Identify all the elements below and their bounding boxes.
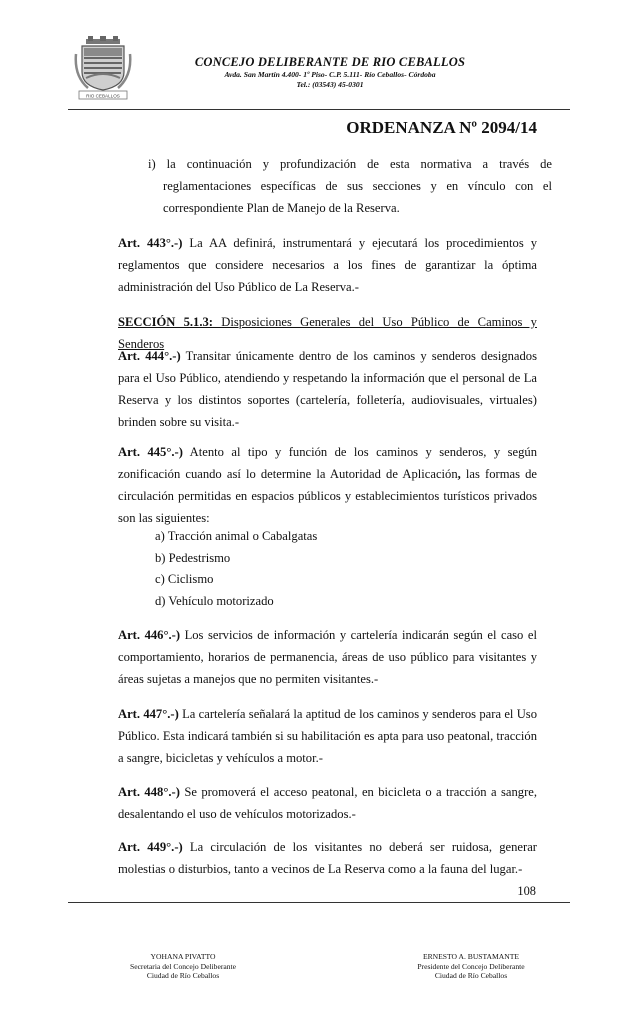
article-446-label: Art. 446°.-) [118,628,181,642]
page-number: 108 [517,884,536,898]
article-443 [118,232,537,298]
president-role: Presidente del Concejo Deliberante [417,961,525,971]
circulation-forms-list [155,526,317,612]
council-name: CONCEJO DELIBERANTE DE RIO CEBALLOS [194,55,466,69]
article-446 [118,624,537,690]
president-place: Ciudad de Río Ceballos [434,971,508,981]
item-i-paragraph: i) la continuación y profundización de esta normativa a través de reglamentaciones específicas de sus secciones y en vínculo con el correspondiente Plan de Manejo de la Reserva. [148,157,552,215]
article-448 [118,781,537,825]
list-item: a) Tracción animal o Cabalgatas [155,529,318,543]
article-447 [118,703,537,769]
section-label: SECCIÓN 5.1.3: [118,315,213,329]
article-448-text: Se promoverá el acceso peatonal, en bicicleta o a tracción a sangre, desalentando el uso de vehículos motorizados.- [118,785,537,821]
article-445-text-b: las formas de circulación permitidas en espacios públicos y establecimientos turísticos privados son las siguientes: [118,467,537,525]
secretary-place: Ciudad de Río Ceballos [146,971,220,981]
signature-secretary [108,952,258,981]
article-447-text: La cartelería señalará la aptitud de los caminos y senderos para el Uso Público. Esta indicará también si su habilitación es apta para uso peatonal, tracción a sangre, bicicletas y vehículos a motor.- [118,707,538,765]
article-448-label: Art. 448°.-) [118,785,180,799]
article-449 [118,836,537,880]
ordinance-number: ORDENANZA Nº 2094/14 [346,118,537,137]
article-443-label: Art. 443°.-) [118,236,183,250]
signature-president [396,952,546,981]
seal-caption: RIO CEBALLOS [86,93,120,99]
article-446-text: Los servicios de información y cartelería indicarán según el caso el comportamiento, horarios de permanencia, áreas de uso público para visitantes y áreas sujetas a manejos que no permiten visitantes.- [118,628,537,686]
list-item: c) Ciclismo [155,572,214,587]
article-443-text: La AA definirá, instrumentará y ejecutará los procedimientos y reglamentos que considere necesarios a los fines de garantizar la óptima administración del Uso Público de La Reserva.- [118,236,538,294]
article-445-label: Art. 445°.-) [118,445,183,459]
section-title: Disposiciones Generales del Uso Público de Caminos y Senderos [118,315,537,351]
article-444-label: Art. 444°.-) [118,349,181,363]
article-447-label: Art. 447°.-) [118,707,179,721]
article-449-label: Art. 449°.-) [118,840,183,854]
council-address: Avda. San Martín 4.400- 1º Piso- C.P. 5.111- Río Ceballos- Córdoba [224,70,436,79]
municipal-seal-icon [74,36,132,100]
article-445-comma: , [457,467,461,481]
article-444 [118,345,537,433]
list-item: d) Vehículo motorizado [155,593,274,608]
council-phone: Tel.: (03543) 45-0301 [296,80,364,89]
article-445 [118,441,537,529]
footer-divider [68,902,570,903]
president-name: ERNESTO A. BUSTAMANTE [422,952,520,961]
article-445-text-a: Atento al tipo y función de los caminos y senderos, y según zonificación cuando así lo determine la Autoridad de Aplicación [118,445,537,481]
secretary-role: Secretaria del Concejo Deliberante [129,961,237,971]
article-449-text: La circulación de los visitantes no deberá ser ruidosa, generar molestias o disturbios, tanto a vecinos de La Reserva como a la fauna del lugar.- [118,840,537,876]
secretary-name: YOHANA PIVATTO [150,952,216,961]
list-item: b) Pedestrismo [155,550,231,565]
header-divider [68,109,570,110]
article-444-text: Transitar únicamente dentro de los caminos y senderos designados para el Uso Público, atendiendo y respetando la información que el personal de La Reserva y los distintos soportes (cartelería, folletería, audiovisuales, virtuales) brinden sobre su visita.- [118,349,537,429]
